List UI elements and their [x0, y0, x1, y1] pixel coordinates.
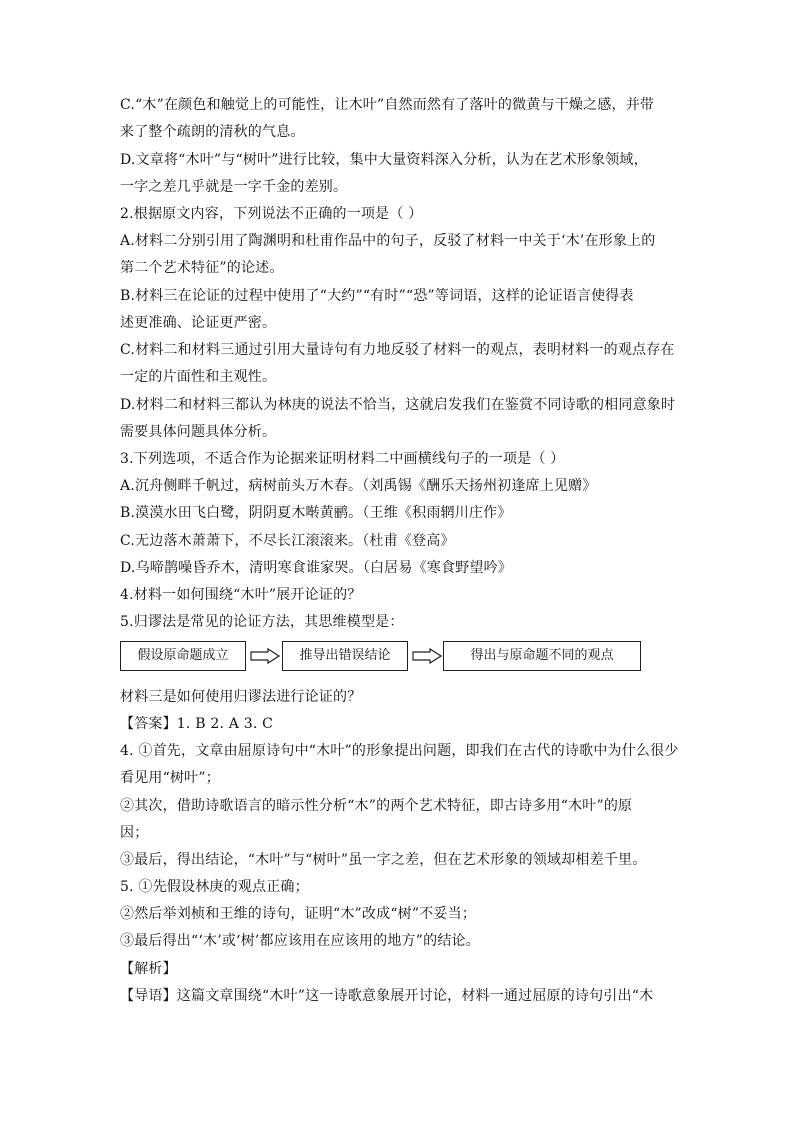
q2-option-b-line-2: 述更准确、论证更严密。	[120, 315, 277, 331]
answer-4-line-5: ③最后，得出结论，“木叶”与“树叶”虽一字之差，但在艺术形象的领域却相差千里。	[120, 852, 647, 868]
q2-option-a-line-2: 第二个艺术特征”的论述。	[120, 260, 284, 276]
arrow-right-icon	[412, 648, 442, 664]
answer-key: 【答案】1. B 2. A 3. C	[120, 716, 274, 732]
answer-4-line-3: ②其次，借助诗歌语言的暗示性分析“木”的两个艺术特征，即古诗多用“木叶”的原	[120, 798, 633, 814]
answer-5-line-2: ②然后举刘桢和王维的诗句，证明“木”改成“树”不妥当；	[120, 906, 477, 922]
q3-option-c: C.无边落木萧萧下，不尽长江滚滚来。（杜甫《登高》	[120, 533, 455, 549]
q2-option-c-line-2: 一定的片面性和主观性。	[120, 369, 277, 385]
question-5: 5.归谬法是常见的论证方法，其思维模型是：	[120, 614, 404, 630]
analysis-heading: 【解析】	[120, 961, 177, 977]
q3-option-b: B.漠漠水田飞白鹭，阴阴夏木啭黄鹂。（王维《积雨辋川庄作》	[120, 505, 512, 521]
question-4: 4.材料一如何围绕“木叶”展开论证的？	[120, 587, 362, 603]
q2-option-d-line-2: 需要具体问题具体分析。	[120, 424, 277, 440]
reductio-flow-diagram	[120, 641, 640, 677]
answer-4-line-4: 因；	[120, 825, 149, 841]
q2-option-d-line-1: D.材料二和材料三都认为林庚的说法不恰当，这就启发我们在鉴赏不同诗歌的相同意象时	[120, 397, 676, 413]
answer-4-line-1: 4. ①首先，文章由屈原诗句中“木叶”的形象提出问题，即我们在古代的诗歌中为什么很少	[120, 743, 679, 759]
answer-5-line-1: 5. ①先假设林庚的观点正确；	[120, 879, 309, 895]
arrow-right-icon	[250, 648, 280, 664]
answer-4-line-2: 看见用“树叶”；	[120, 770, 220, 786]
option-c-line-2: 来了整个疏朗的清秋的气息。	[120, 124, 305, 140]
analysis-intro: 【导语】这篇文章围绕“木叶”这一诗歌意象展开讨论，材料一通过屈原的诗句引出“木	[120, 988, 654, 1004]
question-2: 2.根据原文内容，下列说法不正确的一项是（ ）	[120, 206, 423, 222]
q2-option-b-line-1: B.材料三在论证的过程中使用了“大约”“有时”“恐”等词语，这样的论证语言使得表	[120, 288, 634, 304]
answer-5-line-3: ③最后得出“‘木’或‘树’都应该用在应该用的地方”的结论。	[120, 933, 480, 949]
flow-step-derive: 推导出错误结论	[282, 641, 408, 671]
option-d-line-2: 一字之差几乎就是一字千金的差别。	[120, 179, 348, 195]
option-c-line-1: C.“木”在颜色和触觉上的可能性，让木叶”自然而然有了落叶的微黄与干燥之感，并带	[120, 97, 655, 113]
q3-option-a: A.沉舟侧畔千帆过，病树前头万木春。（刘禹锡《酬乐天扬州初逢席上见赠》	[120, 478, 597, 494]
option-d-line-1: D.文章将“木叶”与“树叶”进行比较，集中大量资料深入分析，认为在艺术形象领域，	[120, 152, 648, 168]
question-5-continued: 材料三是如何使用归谬法进行论证的？	[120, 689, 362, 705]
q2-option-c-line-1: C.材料二和材料三通过引用大量诗句有力地反驳了材料一的观点，表明材料一的观点存在	[120, 342, 675, 358]
question-3: 3.下列选项，不适合作为论据来证明材料二中画横线句子的一项是（ ）	[120, 451, 565, 467]
q3-option-d: D.乌啼鹊噪昏乔木，清明寒食谁家哭。（白居易《寒食野望吟》	[120, 560, 512, 576]
flow-step-assume: 假设原命题成立	[120, 641, 246, 671]
flow-step-conclude: 得出与原命题不同的观点	[443, 641, 641, 671]
q2-option-a-line-1: A.材料二分别引用了陶渊明和杜甫作品中的句子，反驳了材料一中关于‘木’在形象上的	[120, 233, 656, 249]
